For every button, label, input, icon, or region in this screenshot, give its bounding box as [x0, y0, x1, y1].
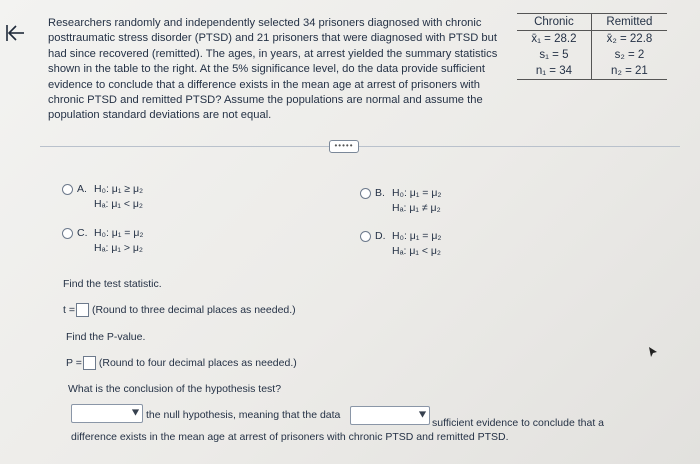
rounding-note: (Round to four decimal places as needed.) — [98, 356, 297, 369]
test-statistic-prompt: Find the test statistic. — [63, 278, 162, 290]
reject-decision-dropdown[interactable] — [71, 404, 143, 423]
column-header-remitted: Remitted — [591, 14, 667, 31]
table-cell: x̄₂ = 22.8 — [606, 33, 653, 45]
null-hypothesis: H₀: μ₁ ≥ μ₂ — [94, 183, 144, 195]
conclusion-prompt: What is the conclusion of the hypothesis test? — [68, 383, 282, 395]
problem-statement: Researchers randomly and independently selected 34 prisoners diagnosed with chronic posttraumatic stress disorder (PTSD) and 21 prisoners that were diagnosed with PTSD but had since recovered (remitted). The ages, in years, at arrest yielded the summary statistics shown in the table to the right. At the 5% significance level, do the data provide sufficient evidence to conclude that a difference exists in the mean age at arrest of prisoners with chronic PTSD and remitted PTSD? Assume the populations are normal and assume the population standard deviations are not equal. — [48, 17, 498, 122]
chevron-down-icon — [131, 408, 140, 417]
back-arrow-icon[interactable] — [4, 22, 26, 44]
null-hypothesis: H₀: μ₁ = μ₂ — [392, 230, 442, 242]
table-row — [517, 47, 667, 63]
conclusion-line-two: difference exists in the mean age at arrest of prisoners with chronic PTSD and remitted PTSD. — [71, 431, 509, 443]
table-row — [517, 63, 667, 80]
radio-button[interactable] — [360, 188, 371, 199]
null-hypothesis: H₀: μ₁ = μ₂ — [392, 187, 442, 199]
alternative-hypothesis: Hₐ: μ₁ < μ₂ — [392, 245, 442, 257]
alternative-hypothesis: Hₐ: μ₁ > μ₂ — [94, 242, 144, 254]
alternative-hypothesis: Hₐ: μ₁ < μ₂ — [94, 198, 144, 210]
table-cell: n₁ = 34 — [517, 63, 591, 80]
conclusion-mid-text: the null hypothesis, meaning that the data — [146, 409, 341, 421]
radio-button[interactable] — [62, 228, 73, 239]
p-value-row — [66, 356, 297, 370]
p-value-input[interactable] — [83, 356, 96, 370]
mouse-cursor-icon — [648, 346, 658, 358]
chevron-down-icon — [418, 410, 427, 419]
expand-more-button[interactable]: ••••• — [329, 140, 359, 153]
table-cell: s₁ = 5 — [517, 47, 591, 63]
table-row — [517, 31, 667, 48]
test-statistic-row — [63, 303, 296, 317]
table-cell: s₂ = 2 — [614, 49, 645, 61]
conclusion-end-text: sufficient evidence to conclude that a — [432, 417, 605, 429]
rounding-note: (Round to three decimal places as needed.) — [91, 303, 296, 316]
null-hypothesis: H₀: μ₁ = μ₂ — [94, 227, 144, 239]
column-header-chronic: Chronic — [517, 14, 591, 31]
table-cell: x̄₁ = 28.2 — [517, 31, 591, 48]
p-value-prompt: Find the P-value. — [66, 331, 146, 343]
t-statistic-input[interactable] — [76, 303, 89, 317]
alternative-hypothesis: Hₐ: μ₁ ≠ μ₂ — [392, 202, 441, 214]
section-divider — [40, 146, 680, 147]
table-cell: n₂ = 21 — [591, 63, 667, 80]
evidence-dropdown[interactable] — [350, 406, 430, 425]
t-label: t = — [63, 303, 75, 316]
radio-button[interactable] — [360, 231, 371, 242]
radio-button[interactable] — [62, 184, 73, 195]
p-label: P = — [66, 356, 82, 369]
summary-statistics-table — [517, 13, 667, 80]
